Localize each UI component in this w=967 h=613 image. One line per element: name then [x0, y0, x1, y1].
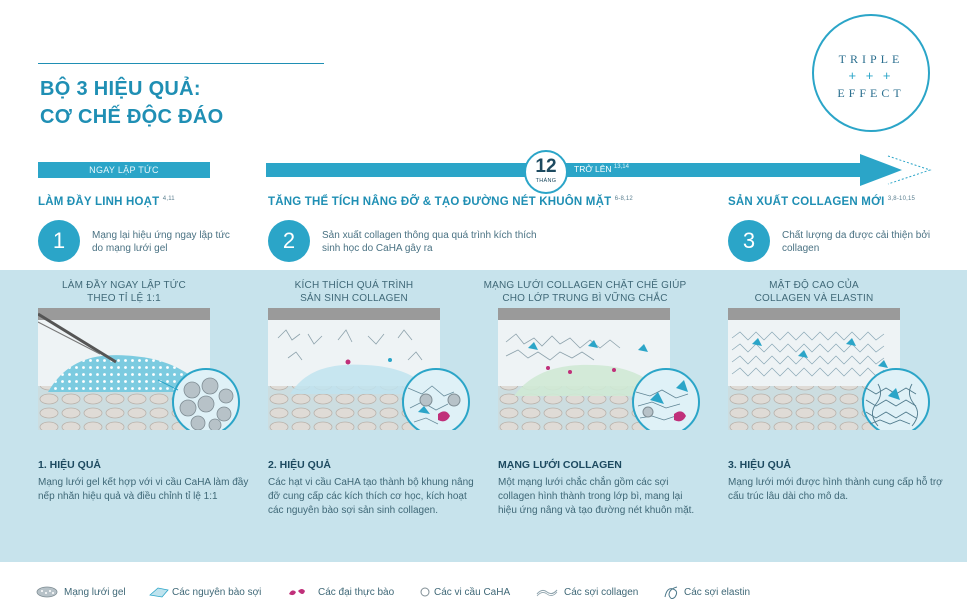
arrow-label-text: TRỞ LÊN — [574, 164, 612, 174]
effect-2-heading-text: TĂNG THỂ TÍCH NÂNG ĐỠ & TẠO ĐƯỜNG NÉT KHUÔN MẶT — [268, 196, 612, 208]
effect-3-heading — [728, 196, 915, 208]
month-unit: THÁNG — [535, 178, 557, 184]
section-2-caption-title: 2. HIỆU QUẢ — [268, 459, 332, 471]
section-3-caption-text: Một mạng lưới chắc chắn gồm các sợi collagen hình thành trong lớp bì, mang lại hiệu ứng nâng và tạo đường nét khuôn mặt. — [498, 477, 695, 516]
legend-label-elastin: Các sợi elastin — [684, 587, 751, 598]
effect-2-description: Sản xuất collagen thông qua quá trình kích thích sinh học do CaHA gây ra — [322, 230, 537, 254]
illustration-collagen-network — [498, 308, 700, 430]
elastin-fiber-icon — [662, 585, 684, 599]
triple-effect-badge — [812, 14, 930, 132]
collagen-fiber-icon — [536, 585, 558, 599]
illustration-collagen-elastin — [728, 308, 930, 430]
legend-label-caha: Các vi cầu CaHA — [434, 587, 511, 598]
section-4-caption-text: Mạng lưới mới được hình thành cung cấp hỗ trợ cấu trúc lâu dài cho mô da. — [728, 477, 943, 502]
section-3-label-line-2: CHO LỚP TRUNG BÌ VỮNG CHẮC — [502, 293, 668, 304]
fibroblast-icon — [148, 585, 170, 599]
effect-1-heading — [38, 196, 175, 208]
gel-network-icon — [36, 585, 58, 599]
section-4-caption-title: 3. HIỆU QUẢ — [728, 459, 792, 471]
section-3-label — [470, 279, 700, 305]
effect-1-heading-text: LÀM ĐẦY LINH HOẠT — [38, 196, 160, 208]
arrow-label — [574, 164, 629, 174]
caha-microsphere-icon — [414, 585, 436, 599]
month-marker — [524, 150, 568, 194]
section-1-label — [38, 279, 210, 305]
illustration-gel-filling — [38, 308, 240, 430]
section-4-label — [728, 279, 900, 305]
legend-label-gel-network: Mạng lưới gel — [64, 587, 126, 598]
effect-2-heading — [268, 196, 633, 208]
section-3-caption-title: MẠNG LƯỚI COLLAGEN — [498, 459, 622, 471]
effect-3-number: 3 — [728, 220, 770, 262]
arrow-label-ref: 13,14 — [613, 164, 629, 171]
effect-1-ref: 4,11 — [162, 196, 175, 203]
legend-label-macrophage: Các đại thực bào — [318, 587, 395, 598]
section-1-caption-text: Mạng lưới gel kết hợp với vi cầu CaHA làm đầy nếp nhăn hiệu quả và điều chỉnh tỉ lệ 1:1 — [38, 477, 249, 502]
effect-3-ref: 3,8-10,15 — [887, 196, 916, 203]
badge-line-1: TRIPLE — [838, 52, 904, 66]
effect-2-ref: 6-8,12 — [614, 196, 633, 203]
section-2-label-line-1: KÍCH THÍCH QUÁ TRÌNH — [294, 280, 414, 291]
effect-3-heading-text: SẢN XUẤT COLLAGEN MỚI — [728, 196, 885, 208]
legend-label-collagen: Các sợi collagen — [564, 587, 639, 598]
legend-label-fibroblast: Các nguyên bào sợi — [172, 587, 262, 598]
section-2-label-line-2: SẢN SINH COLLAGEN — [300, 293, 408, 304]
effect-1-number: 1 — [38, 220, 80, 262]
section-4-label-line-1: MẬT ĐỘ CAO CỦA — [769, 280, 859, 291]
badge-plus-signs: + + + — [848, 68, 894, 83]
section-2-label — [268, 279, 440, 305]
section-3-label-line-1: MẠNG LƯỚI COLLAGEN CHẶT CHẼ GIÚP — [483, 280, 687, 291]
badge-line-3: EFFECT — [837, 86, 905, 100]
section-1-label-line-2: THEO TỈ LỆ 1:1 — [87, 293, 161, 304]
page-title-line-1: BỘ 3 HIỆU QUẢ: — [40, 78, 201, 100]
effect-1-description: Mạng lại hiệu ứng ngay lập tức do mạng lưới gel — [92, 230, 230, 254]
section-1-caption-title: 1. HIỆU QUẢ — [38, 459, 102, 471]
header-rule — [38, 63, 324, 64]
page-title-line-2: CƠ CHẾ ĐỘC ĐÁO — [40, 106, 224, 128]
immediate-bar: NGAY LẬP TỨC — [38, 162, 210, 178]
illustration-collagen-stimulation — [268, 308, 470, 430]
effect-3-description: Chất lượng da được cải thiện bởi collagen — [782, 230, 931, 254]
section-1-label-line-1: LÀM ĐẦY NGAY LẬP TỨC — [62, 280, 186, 291]
section-4-label-line-2: COLLAGEN VÀ ELASTIN — [754, 293, 874, 304]
effect-2-number: 2 — [268, 220, 310, 262]
section-2-caption-text: Các hạt vi cầu CaHA tạo thành bộ khung nâng đỡ cung cấp các kích thích cơ học, kích hoạt các nguyên bào sợi sản sinh collagen. — [268, 477, 474, 516]
month-number: 12 — [535, 156, 557, 177]
macrophage-icon — [286, 585, 308, 599]
